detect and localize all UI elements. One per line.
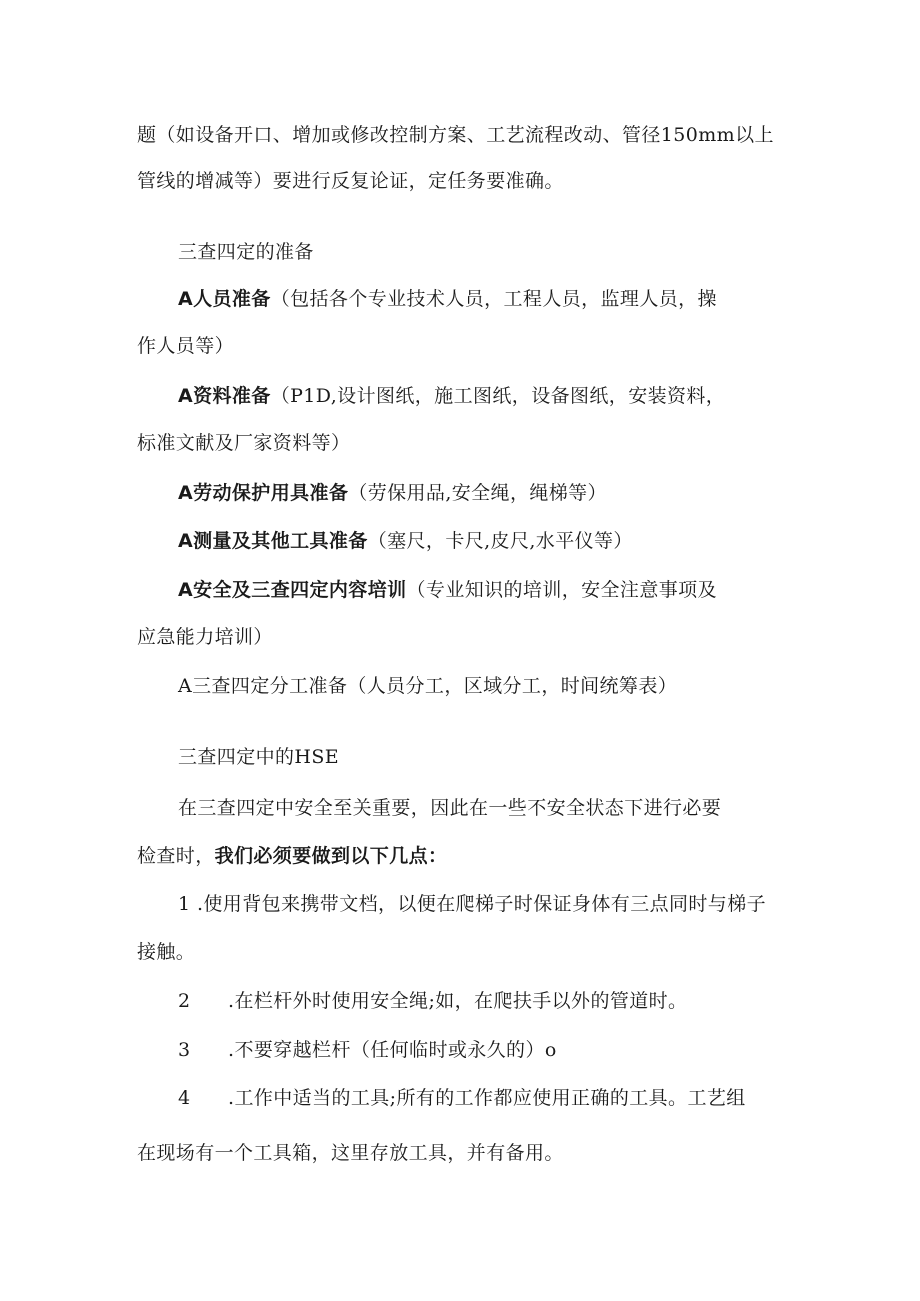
intro-line-1: 题（如设备开口、增加或修改控制方案、工艺流程改动、管径150mm以上 — [137, 124, 774, 146]
prep-item-title: A测量及其他工具准备 — [178, 530, 368, 552]
prep-item-training — [178, 577, 717, 603]
hse-para-emphasis: 我们必须要做到以下几点： — [214, 845, 448, 867]
prep-item-ppe — [178, 480, 607, 506]
hse-para-line-2 — [137, 843, 447, 869]
hse-para-lead: 检查时， — [137, 845, 215, 867]
prep-item-training-cont: 应急能力培训） — [137, 626, 273, 648]
prep-item-documents — [178, 383, 725, 409]
prep-item-personnel — [178, 286, 717, 312]
intro-line-2: 管线的增减等）要进行反复论证，定任务要准确。 — [137, 170, 564, 192]
hse-point-text: .使用背包来携带文档，以便在爬梯子时保证身体有三点同时与梯子 — [196, 893, 766, 915]
hse-point-1 — [178, 891, 766, 917]
prep-item-desc: （塞尺，卡尺,皮尺,水平仪等） — [367, 530, 633, 552]
prep-item-desc: （包括各个专业技术人员，工程人员，监理人员，操 — [270, 288, 717, 310]
hse-point-1-cont: 接触。 — [137, 941, 196, 963]
hse-point-number: 2 — [178, 990, 191, 1012]
prep-item-title: A安全及三查四定内容培训 — [178, 579, 407, 601]
prep-item-desc: （专业知识的培训，安全注意事项及 — [406, 579, 717, 601]
hse-heading — [178, 744, 339, 770]
prep-item-title: A资料准备 — [178, 385, 271, 407]
prep-item-title: A人员准备 — [178, 288, 271, 310]
hse-point-number: 1 — [178, 893, 191, 915]
prep-item-desc: （P1D,设计图纸，施工图纸，设备图纸，安装资料， — [270, 385, 726, 407]
hse-point-2 — [178, 988, 687, 1014]
hse-point-number: 3 — [178, 1039, 191, 1061]
prep-heading: 三查四定的准备 — [178, 241, 314, 263]
prep-item-title: A劳动保护用具准备 — [178, 482, 349, 504]
hse-point-4 — [178, 1085, 746, 1111]
hse-heading-text: 三查四定中的 — [178, 746, 295, 768]
prep-item-tools — [178, 528, 633, 554]
hse-point-number: 4 — [178, 1087, 191, 1109]
hse-heading-abbr: HSE — [294, 746, 340, 768]
hse-point-4-cont: 在现场有一个工具箱，这里存放工具，并有备用。 — [137, 1142, 564, 1164]
hse-point-text: .在栏杆外时使用安全绳;如，在爬扶手以外的管道时。 — [228, 990, 688, 1012]
prep-item-documents-cont: 标准文献及厂家资料等） — [137, 432, 351, 454]
hse-point-3 — [178, 1037, 557, 1063]
prep-item-division: A三查四定分工准备（人员分工，区域分工，时间统筹表） — [178, 675, 678, 697]
hse-para-line-1: 在三查四定中安全至关重要，因此在一些不安全状态下进行必要 — [178, 797, 722, 819]
hse-point-text: .工作中适当的工具;所有的工作都应使用正确的工具。工艺组 — [228, 1087, 746, 1109]
hse-point-text: .不要穿越栏杆（任何临时或永久的）o — [228, 1039, 557, 1061]
prep-item-desc: （劳保用品,安全绳，绳梯等） — [348, 482, 607, 504]
prep-item-personnel-cont: 作人员等） — [137, 335, 235, 357]
